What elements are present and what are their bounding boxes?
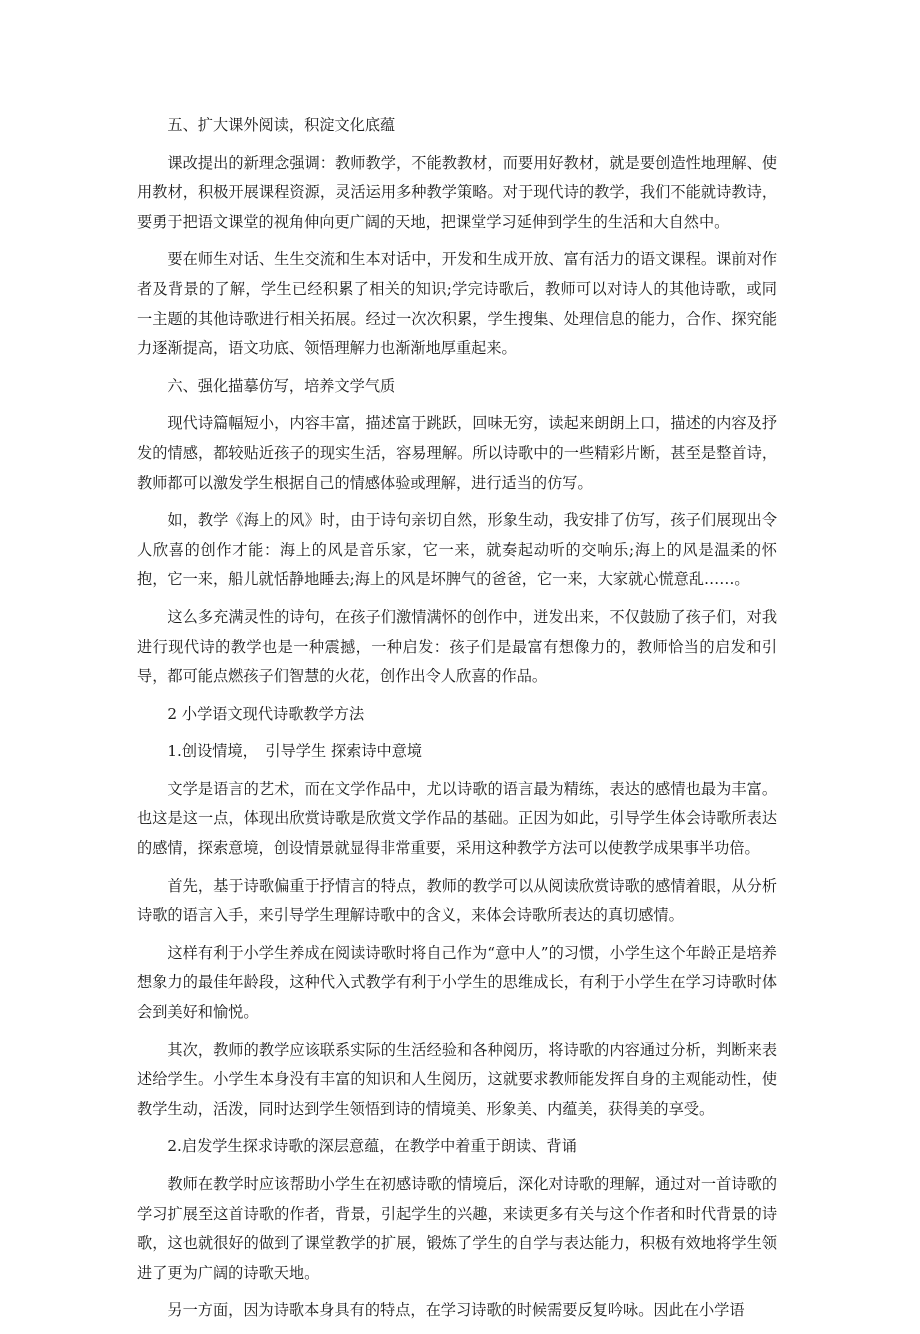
paragraph: 教师在教学时应该帮助小学生在初感诗歌的情境后，深化对诗歌的理解，通过对一首诗歌的学习扩展至这首诗歌的作者，背景，引起学生的兴趣，来读更多有关与这个作者和时代背景的诗歌，这也就很好的做到了课堂教学的扩展，锻炼了学生的自学与表达能力，积极有效地将学生领进了更为广阔的诗歌天地。	[137, 1175, 777, 1282]
paragraph: 现代诗篇幅短小，内容丰富，描述富于跳跃，回味无穷，读起来朗朗上口，描述的内容及抒发的情感，都较贴近孩子的现实生活，容易理解。所以诗歌中的一些精彩片断，甚至是整首诗，教师都可以激发学生根据自己的情感体验或理解，进行适当的仿写。	[137, 414, 777, 492]
paragraph: 如，教学《海上的风》时，由于诗句亲切自然，形象生动，我安排了仿写，孩子们展现出令人欣喜的创作才能：海上的风是音乐家，它一来，就奏起动听的交响乐;海上的风是温柔的怀抱，它一来，船儿就恬静地睡去;海上的风是坏脾气的爸爸，它一来，大家就心慌意乱……。	[137, 511, 777, 589]
document-page	[137, 111, 777, 1334]
paragraph: 课改提出的新理念强调：教师教学，不能教教材，而要用好教材，就是要创造性地理解、使用教材，积极开展课程资源，灵活运用多种教学策略。对于现代诗的教学，我们不能就诗教诗，要勇于把语文课堂的视角伸向更广阔的天地，把课堂学习延伸到学生的生活和大自然中。	[137, 153, 777, 231]
paragraph: 文学是语言的艺术，而在文学作品中，尤以诗歌的语言最为精练，表达的感情也最为丰富。也这是这一点，体现出欣赏诗歌是欣赏文学作品的基础。正因为如此，引导学生体会诗歌所表达的感情，探索意境，创设情景就显得非常重要，采用这种教学方法可以使教学成果事半功倍。	[137, 779, 777, 858]
section-heading-6: 六、强化描摹仿写，培养文学气质	[167, 376, 396, 395]
section-heading-5: 五、扩大课外阅读，积淀文化底蕴	[167, 116, 396, 134]
paragraph: 这么多充满灵性的诗句，在孩子们激情满怀的创作中，迸发出来，不仅鼓励了孩子们，对我进行现代诗的教学也是一种震撼，一种启发：孩子们是最富有想像力的，教师恰当的启发和引导，都可能点燃孩子们智慧的火花，创作出令人欣喜的作品。	[137, 607, 777, 686]
paragraph: 这样有利于小学生养成在阅读诗歌时将自己作为“意中人”的习惯，小学生这个年龄正是培养想象力的最佳年龄段，这种代入式教学有利于小学生的思维成长，有利于小学生在学习诗歌时体会到美好和愉悦。	[137, 943, 777, 1022]
subheading-2: 2.启发学生探求诗歌的深层意蕴，在教学中着重于朗读、背诵	[167, 1137, 577, 1156]
paragraph: 要在师生对话、生生交流和生本对话中，开发和生成开放、富有活力的语文课程。课前对作者及背景的了解，学生已经积累了相关的知识;学完诗歌后，教师可以对诗人的其他诗歌，或同一主题的其他诗歌进行相关拓展。经过一次次积累，学生搜集、处理信息的能力，合作、探究能力逐渐提高，语文功底、领悟理解力也渐渐地厚重起来。	[137, 250, 777, 358]
paragraph: 首先，基于诗歌偏重于抒情言的特点，教师的教学可以从阅读欣赏诗歌的感情着眼，从分析诗歌的语言入手，来引导学生理解诗歌中的含义，来体会诗歌所表达的真切感情。	[137, 876, 777, 925]
paragraph: 其次，教师的教学应该联系实际的生活经验和各种阅历，将诗歌的内容通过分析，判断来表述给学生。小学生本身没有丰富的知识和人生阅历，这就要求教师能发挥自身的主观能动性，使教学生动，活泼，同时达到学生领悟到诗的情境美、形象美、内蕴美，获得美的享受。	[137, 1040, 777, 1118]
chapter-heading-2: 2 小学语文现代诗歌教学方法	[167, 704, 365, 723]
paragraph: 另一方面，因为诗歌本身具有的特点，在学习诗歌的时候需要反复吟咏。因此在小学语	[167, 1301, 745, 1320]
subheading-1: 1.创设情境， 引导学生 探索诗中意境	[167, 742, 423, 761]
